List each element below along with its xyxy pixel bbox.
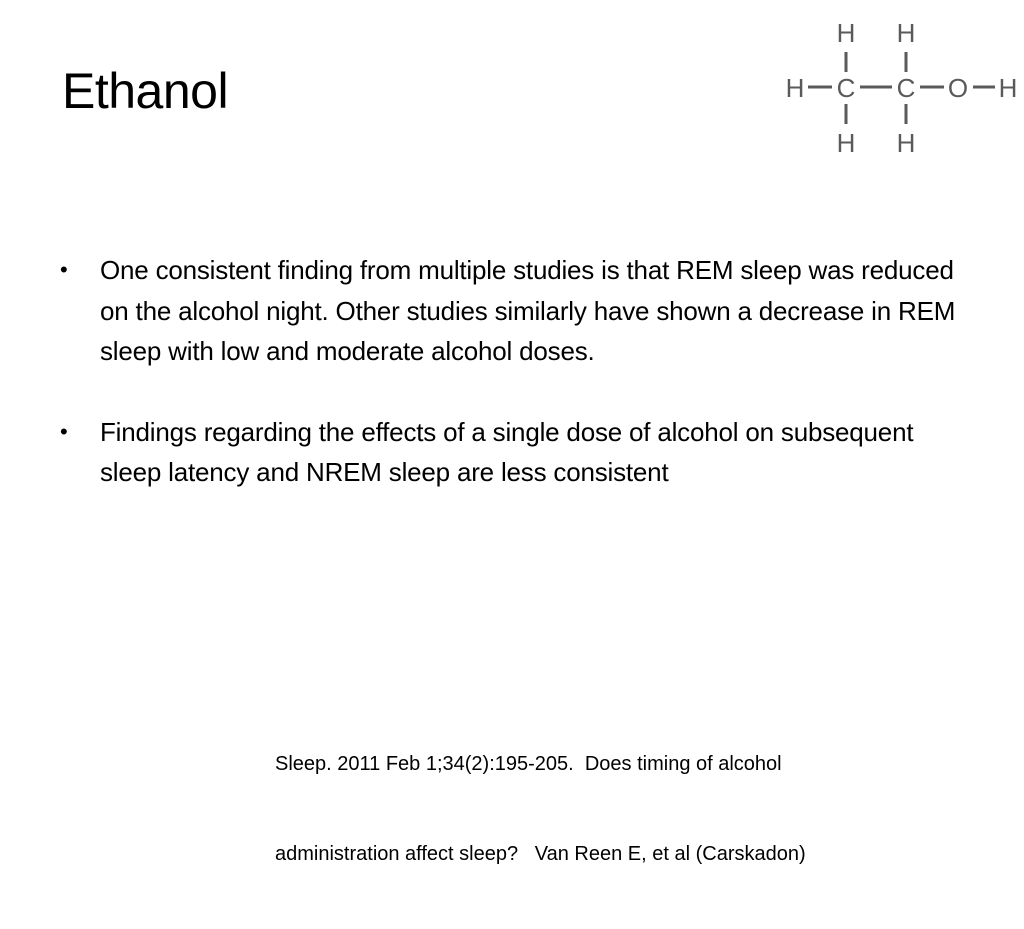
bullet-text: Findings regarding the effects of a single dose of alcohol on subsequent sleep latency and NREM sleep are less consistent	[100, 416, 914, 487]
bullet-item	[60, 250, 980, 372]
bullet-marker: •	[60, 257, 68, 282]
citation-line: administration affect sleep? Van Reen E, et al (Carskadon)	[275, 843, 806, 865]
atom-h-top-right: H	[896, 18, 916, 48]
atom-h-right: H	[998, 73, 1018, 103]
ethanol-structural-formula	[786, 14, 1020, 160]
atom-h-bottom-left: H	[836, 128, 856, 158]
citation-line: Sleep. 2011 Feb 1;34(2):195-205. Does timing of alcohol	[275, 753, 782, 775]
slide-title: Ethanol	[62, 63, 229, 119]
bullet-text: One consistent finding from multiple studies is that REM sleep was reduced on the alcohol night. Other studies similarly have shown a decrease in REM sleep with low and moderate alcohol doses.	[100, 255, 956, 366]
bullet-list	[60, 250, 980, 493]
atom-h-bottom-right: H	[896, 128, 916, 158]
atom-c2: C	[896, 73, 916, 103]
atom-o: O	[947, 73, 969, 103]
bullet-item	[60, 412, 980, 493]
atom-c1: C	[836, 73, 856, 103]
atom-h-left: H	[785, 73, 805, 103]
atom-h-top-left: H	[836, 18, 856, 48]
bullet-marker: •	[60, 418, 68, 444]
citation	[275, 689, 915, 929]
